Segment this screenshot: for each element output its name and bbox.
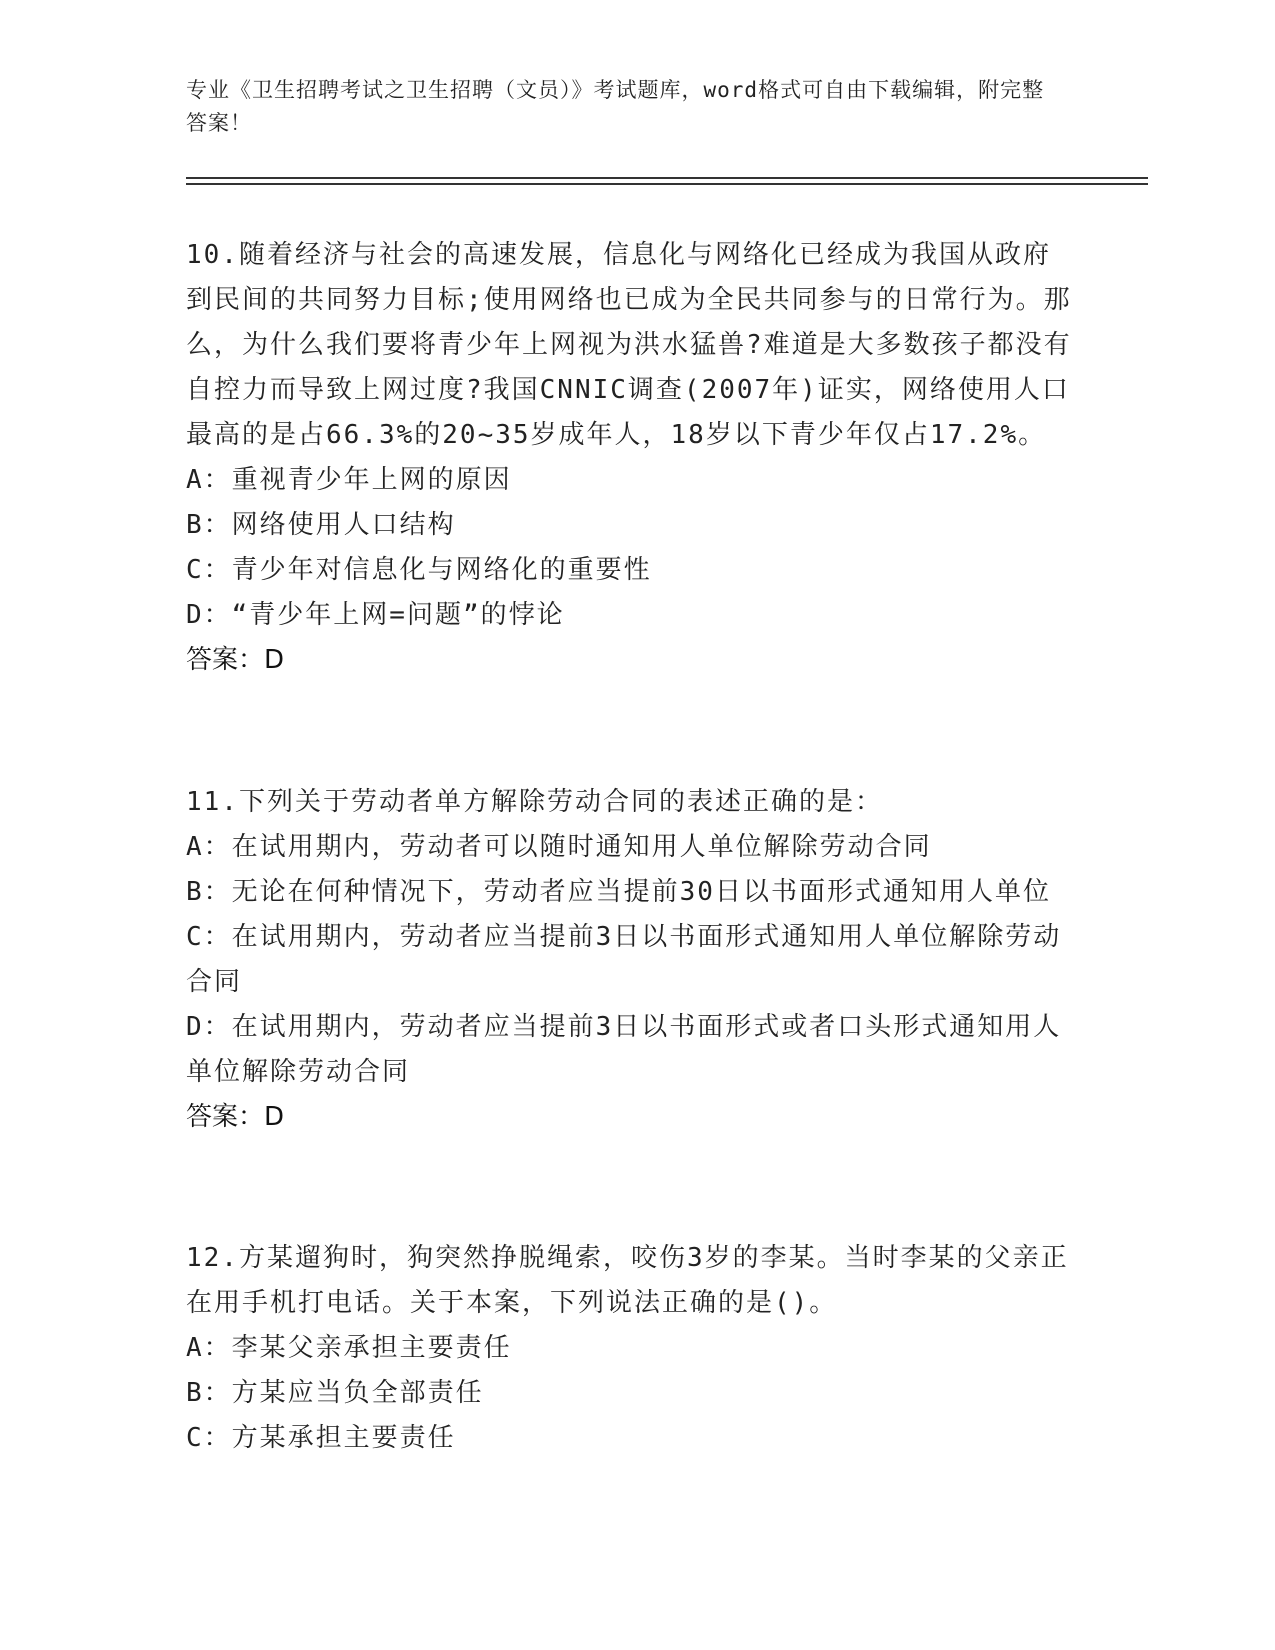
option-c: C：方某承担主要责任 xyxy=(186,1423,456,1453)
question-stem: 11.下列关于劳动者单方解除劳动合同的表述正确的是： xyxy=(186,787,883,817)
document-header: 专业《卫生招聘考试之卫生招聘（文员）》考试题库，word格式可自由下载编辑，附完整答案！ xyxy=(186,78,1045,135)
question-stem: 10.随着经济与社会的高速发展，信息化与网络化已经成为我国从政府到民间的共同努力目标;使用网络也已成为全民共同参与的日常行为。那么，为什么我们要将青少年上网视为洪水猛兽?难道是大多数孩子都没有自控力而导致上网过度?我国CNNIC调查(2007年)证实，网络使用人口最高的是占66.3%的20~35岁成年人，18岁以下青少年仅占17.2%。 xyxy=(186,240,1072,450)
option-d: D：“青少年上网=问题”的悖论 xyxy=(186,600,565,630)
header-divider-bottom xyxy=(186,183,1148,185)
option-a: A：在试用期内，劳动者可以随时通知用人单位解除劳动合同 xyxy=(186,832,932,862)
option-c: C：青少年对信息化与网络化的重要性 xyxy=(186,555,652,585)
header-divider-top xyxy=(186,177,1148,179)
answer-line: 答案：D xyxy=(186,1102,285,1132)
option-b: B：无论在何种情况下，劳动者应当提前30日以书面形式通知用人单位 xyxy=(186,877,1051,907)
question-11 xyxy=(186,780,1076,1140)
question-10 xyxy=(186,233,1076,683)
option-d: D：在试用期内，劳动者应当提前3日以书面形式或者口头形式通知用人单位解除劳动合同 xyxy=(186,1012,1062,1087)
option-c: C：在试用期内，劳动者应当提前3日以书面形式通知用人单位解除劳动合同 xyxy=(186,922,1062,997)
option-a: A：李某父亲承担主要责任 xyxy=(186,1333,512,1363)
option-b: B：方某应当负全部责任 xyxy=(186,1378,484,1408)
option-a: A：重视青少年上网的原因 xyxy=(186,465,512,495)
answer-line: 答案：D xyxy=(186,645,285,675)
question-12 xyxy=(186,1236,1076,1461)
question-stem: 12.方某遛狗时，狗突然挣脱绳索，咬伤3岁的李某。当时李某的父亲正在用手机打电话。关于本案，下列说法正确的是()。 xyxy=(186,1243,1069,1318)
option-b: B：网络使用人口结构 xyxy=(186,510,456,540)
